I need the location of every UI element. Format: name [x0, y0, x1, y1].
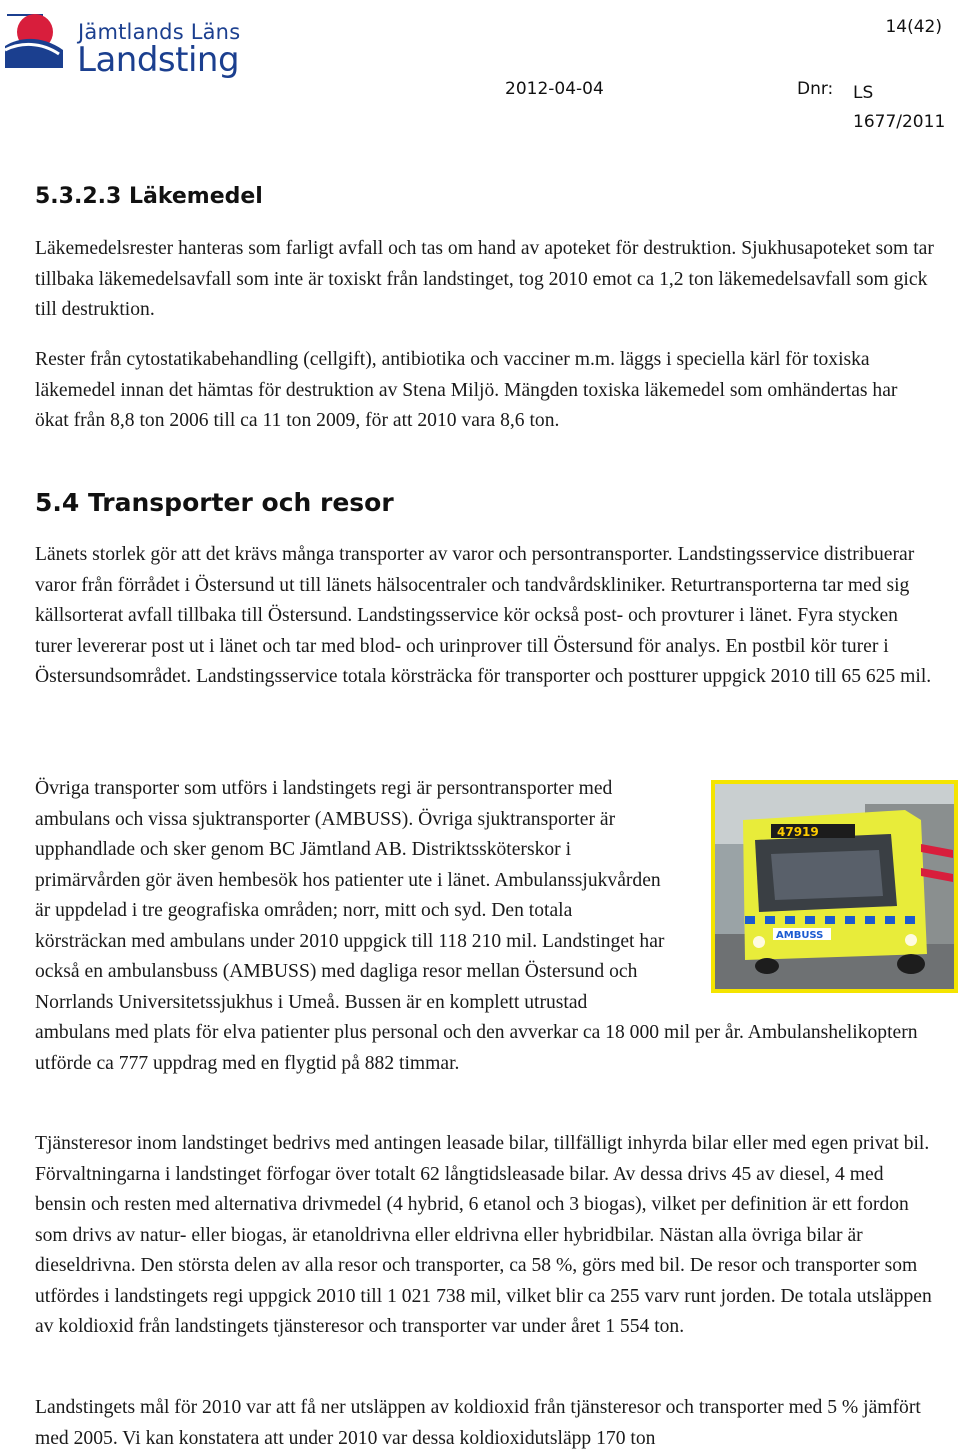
ambulance-bus-icon: [715, 784, 954, 989]
logo-line-1: Jämtlands Läns: [78, 20, 241, 44]
page-header: [0, 0, 960, 140]
document-date: 2012-04-04: [505, 79, 604, 99]
paragraph: Läkemedelsrester hanteras som farligt avfall och tas om hand av apoteket för destruktion. Sjukhusapoteket som tar tillbaka läkemedelsavfall som inte är toxiskt från landstinget, tog 2010 emot ca 1,2 ton läkemedelsavfall som gick till destruktion.: [35, 238, 934, 320]
paragraph-text: Övriga transporter som utförs i landstingets regi är persontransporter med ambulans och vissa sjuktransporter (AMBUSS). Övriga sjuktransporter är upphandlade och sker genom BC Jämtland AB. Distriktssköterskor i primärvården gör även hembesök hos patienter ute i länet. Ambulanssjukvården är uppdelad i tre geografiska områden; norr, mitt och syd. Den totala körsträckan med ambulans under 2010 uppgick till 118 210 mil. Landstinget har också en ambulansbuss (AMBUSS) med dagliga resor mellan Östersund och Norrlands Universitetssjukhus i Umeå. Bussen är en komplett utrustad ambulans med plats för elva patienter plus personal och den avverkar ca 18 000 mil per år. Ambulanshelikoptern utförde ca 777 uppdrag med en flygtid på 882 timmar.: [35, 778, 918, 1074]
paragraph: Rester från cytostatikabehandling (cellgift), antibiotika och vacciner m.m. läggs i speciella kärl för toxiska läkemedel innan det hämtas för destruktion av Stena Miljö. Mängden toxiska läkemedel som omhändertas har ökat från 8,8 ton 2006 till ca 11 ton 2009, för att 2010 vara 8,6 ton.: [35, 349, 898, 431]
dnr-label: Dnr:: [797, 79, 834, 99]
section-heading-lakemedel: 5.3.2.3 Läkemedel: [35, 184, 263, 209]
paragraph: Landstingets mål för 2010 var att få ner utsläppen av koldioxid från tjänsteresor och transporter med 5 % jämfört med 2005. Vi kan konstatera att under 2010 var dessa koldioxidutsläpp 170 ton: [35, 1397, 921, 1449]
bus-label-text: AMBUSS: [776, 930, 824, 941]
paragraph: Länets storlek gör att det krävs många transporter av varor och persontransporter. Landstingsservice distribuerar varor från förrådet i Östersund ut till länets hälsocentraler och tandvårdskliniker. Returtransporterna tar med sig källsorterat avfall tillbaka till Östersund. Landstingsservice kör också post- och provturer i länet. Fyra stycken turer levererar post ut i länet och tar med blod- och urinprover till Östersund för analys. En postbil kör turer i Östersundsområdet. Landstingsservice totala körsträcka för transporter och postturer uppgick 2010 till 65 625 mil.: [35, 544, 932, 687]
ambulance-bus-photo: [711, 780, 958, 993]
dnr-value: LS 1677/2011: [853, 83, 946, 132]
section-heading-transporter: 5.4 Transporter och resor: [35, 488, 394, 517]
paragraph: Tjänsteresor inom landstinget bedrivs med antingen leasade bilar, tillfälligt inhyrda bilar eller med egen privat bil. Förvaltningarna i landstinget förfogar över totalt 62 långtidsleasade bilar. Av dessa drivs 45 av diesel, 4 med bensin och resten med alternativa drivmedel (4 hybrid, 6 etanol och 3 biogas), vilket per definition är ett fordon som drivs av natur- eller biogas, är etanoldrivna eller eldrivna eller hybridbilar. Nästan alla övriga bilar är dieseldrivna. Den största delen av alla resor och transporter, ca 58 %, görs med bil. De resor och transporter som utfördes i landstingets regi uppgick 2010 till 1 021 738 mil, vilket blir ca 255 varv runt jorden. De totala utsläppen av koldioxid från landstingets tjänsteresor och transporter var under året 1 554 ton.: [35, 1133, 932, 1337]
bus-number-text: 47919: [777, 825, 819, 839]
page-number: 14(42): [885, 17, 942, 37]
logo-emblem-icon: [3, 6, 75, 72]
logo-line-2: Landsting: [77, 40, 240, 80]
landsting-logo: [3, 6, 241, 80]
